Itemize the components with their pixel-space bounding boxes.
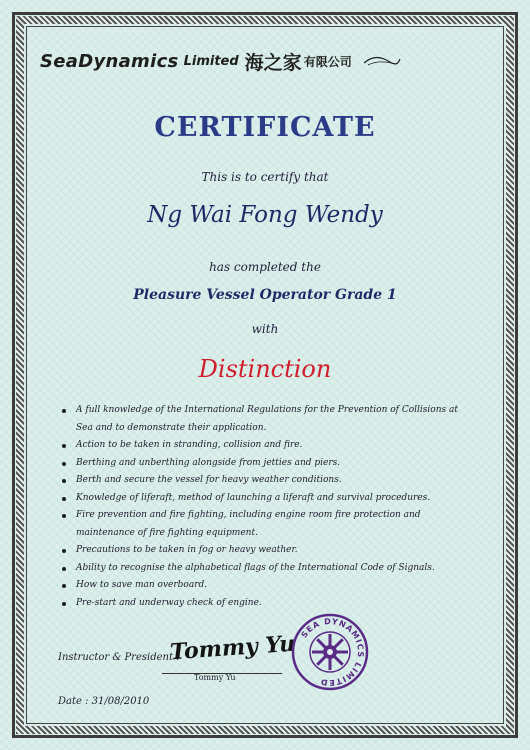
list-item: Precautions to be taken in fog or heavy weather. [60,542,470,560]
seal-text: SEA DYNAMICS LIMITED [299,616,366,688]
certify-text: This is to certify that [201,170,329,184]
list-item: Berth and secure the vessel for heavy weather conditions. [60,472,470,490]
list-item: How to save man overboard. [60,577,470,595]
course-name: Pleasure Vessel Operator Grade 1 [133,287,397,303]
certificate-title: CERTIFICATE [154,112,376,143]
with-text: with [251,322,279,336]
brand-suffix: Limited [183,53,239,69]
list-item: A full knowledge of the International Regulations for the Prevention of Collisions at Sea and to demonstrate their application. [60,402,470,437]
brand-name: SeaDynamics [40,50,179,72]
recipient-name: Ng Wai Fong Wendy [147,202,383,228]
wave-icon [362,54,402,68]
list-item: Knowledge of liferaft, method of launching a liferaft and survival procedures. [60,490,470,508]
brand-chinese: 海之家 [244,51,302,74]
signature: Tommy Yu [169,630,297,666]
instructor-label: Instructor & President : [58,652,180,663]
list-item: Ability to recognise the alphabetical flags of the International Code of Signals. [60,560,470,578]
grade-text: Distinction [198,355,332,383]
list-item: Pre-start and underway check of engine. [60,595,470,613]
signer-name: Tommy Yu [194,673,236,682]
list-item: Berthing and unberthing alongside from jetties and piers. [60,455,470,473]
completed-text: has completed the [209,260,321,274]
company-seal [290,612,370,692]
date-label: Date : 31/08/2010 [58,696,150,707]
brand-chinese-suffix: 有限公司 [303,54,352,69]
company-header [40,45,490,77]
list-item: Fire prevention and fire fighting, including engine room fire protection and maintenance of fire fighting equipment. [60,507,470,542]
competency-list [60,402,470,612]
list-item: Action to be taken in stranding, collision and fire. [60,437,470,455]
